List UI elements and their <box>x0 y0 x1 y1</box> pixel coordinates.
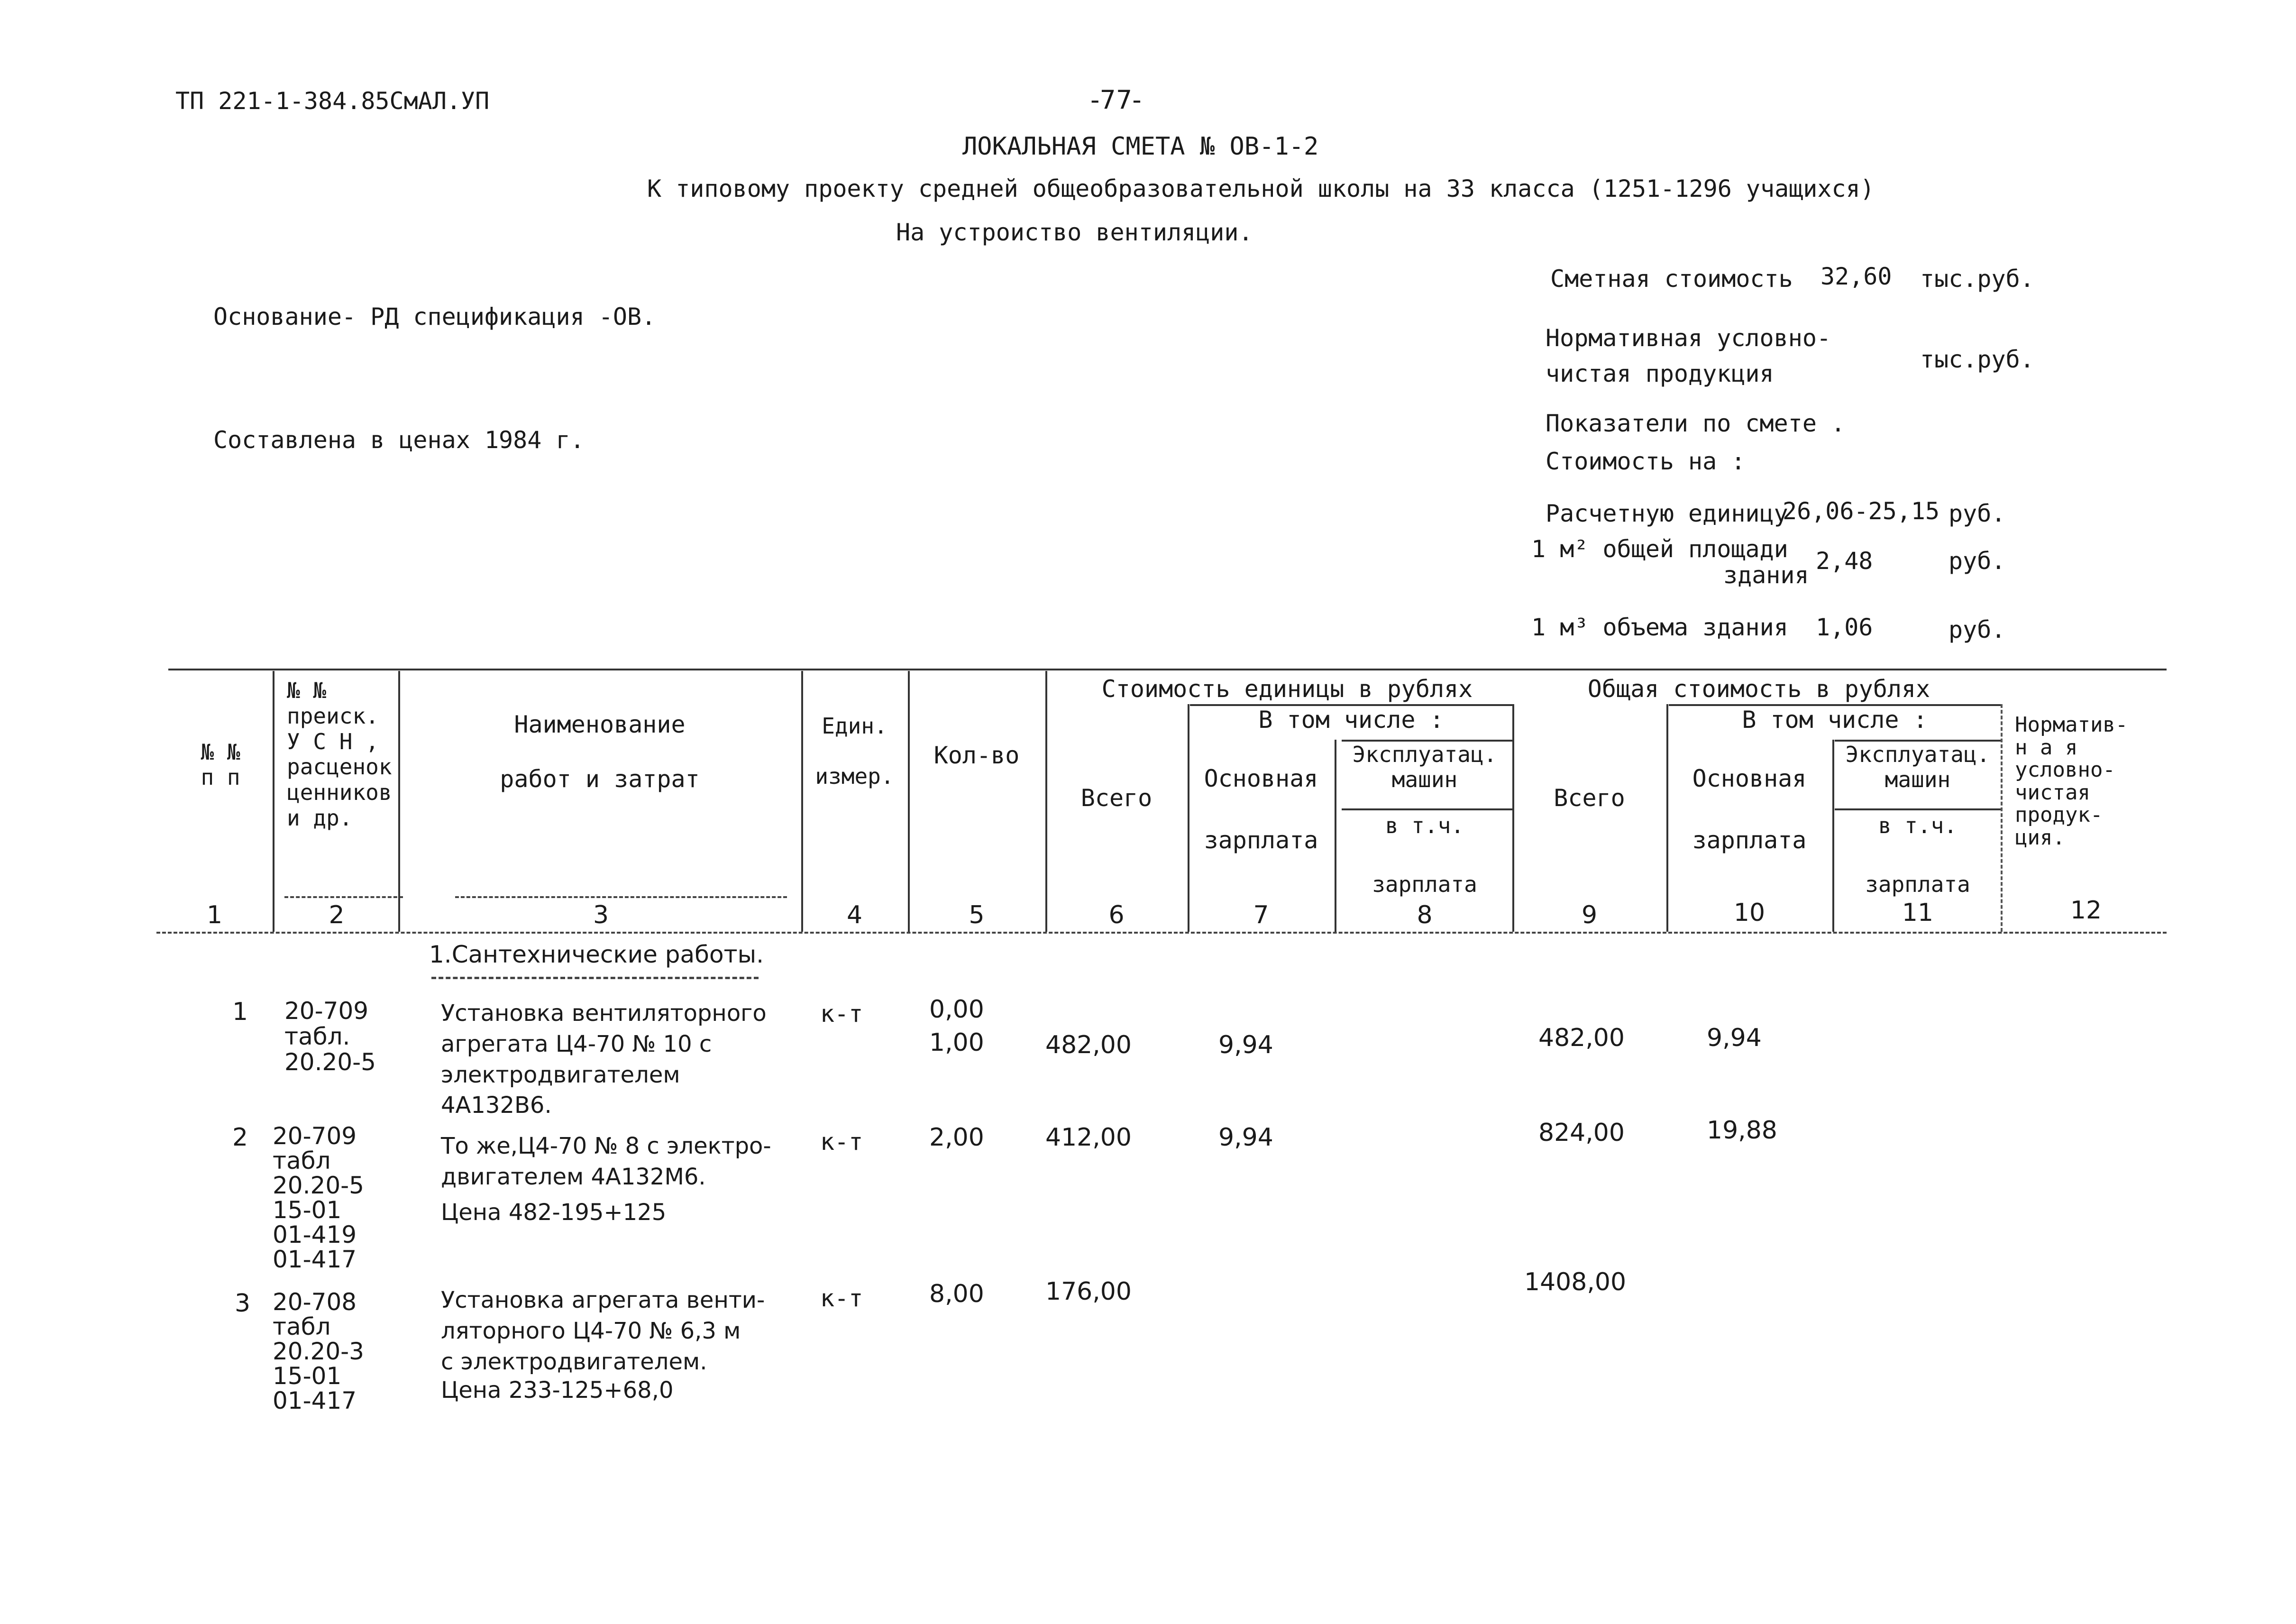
column-number-7: 7 <box>1253 901 1269 929</box>
area-cost-unit: руб. <box>1948 547 2006 575</box>
row-unit: к-т <box>820 1128 863 1156</box>
column-number-8: 8 <box>1417 901 1433 929</box>
row-work-name: Установка вентиляторного агрегата Ц4-70 № 10 с электродвигателем 4А132В6. <box>441 1000 767 1119</box>
column-header-price-code: № № преиск. У С Н , расценок ценников и др. <box>287 678 392 831</box>
row-unit-total: 176,00 <box>1045 1277 1132 1306</box>
area-label-2: здания <box>1723 561 1809 589</box>
row-number: 1 <box>232 998 248 1026</box>
normative-label-1: Нормативная условно- <box>1546 324 1831 352</box>
volume-cost-value: 1,06 <box>1816 614 1873 641</box>
column-number-9: 9 <box>1581 901 1598 929</box>
unit-cost-group-header: Стоимость единицы в рублях <box>1101 675 1473 703</box>
row-price-code: 20-709 табл. 20.20-5 <box>284 997 376 1076</box>
area-cost-value: 2,48 <box>1816 547 1873 575</box>
column-header-unit-machines-salary: в т.ч. зарплата <box>1372 813 1477 898</box>
cost-per-label: Стоимость на : <box>1546 448 1746 475</box>
column-number-12: 12 <box>2070 896 2102 925</box>
row-price-note: Цена 482-195+125 <box>441 1199 667 1226</box>
row-number: 3 <box>235 1289 251 1318</box>
unit-cost-value: 26,06-25,15 <box>1783 497 1940 525</box>
row-work-name: То же,Ц4-70 № 8 с электро- двигателем 4А132М6. <box>441 1133 771 1190</box>
cost-unit: тыс.руб. <box>1920 265 2034 293</box>
column-header-total-machines: Эксплуатац. машин <box>1845 742 1990 792</box>
row-unit-salary: 9,94 <box>1218 1123 1273 1152</box>
total-cost-including-header: В том числе : <box>1742 706 1928 734</box>
unit-cost-unit: руб. <box>1948 500 2006 527</box>
page-number: -77- <box>1090 85 1142 115</box>
row-quantity: 1,00 <box>929 1028 984 1057</box>
section-title: 1.Сантехнические работы. <box>429 941 764 968</box>
row-unit: к-т <box>820 1000 863 1028</box>
section-title-underline <box>431 977 759 979</box>
column-header-total-salary: Основная зарплата <box>1692 765 1807 854</box>
row-unit-total: 412,00 <box>1045 1123 1132 1152</box>
cost-value: 32,60 <box>1820 263 1892 290</box>
document-code: ТП 221-1-384.85СмАЛ.УП <box>175 87 490 115</box>
column-number-4: 4 <box>846 901 863 929</box>
column-header-unit-machines: Эксплуатац. машин <box>1352 742 1497 792</box>
prices-text: Составлена в ценах 1984 г. <box>213 426 585 454</box>
normative-unit: тыс.руб. <box>1920 346 2034 373</box>
column-number-2: 2 <box>329 901 345 929</box>
estimate-subtitle: К типовому проекту средней общеобразовательной школы на 33 класса (1251-1296 учащихся) <box>647 175 1875 202</box>
column-header-quantity: Кол-во <box>933 742 1020 769</box>
volume-label: 1 м³ объема здания <box>1531 614 1788 641</box>
column-number-3: 3 <box>593 901 609 929</box>
row-price-code: 20-709 табл 20.20-5 15-01 01-419 01-417 <box>273 1122 364 1273</box>
column-header-work-name: Наименование работ и затрат <box>500 711 700 793</box>
estimate-title: ЛОКАЛЬНАЯ СМЕТА № ОВ-1-2 <box>962 132 1319 161</box>
row-quantity: 2,00 <box>929 1123 984 1152</box>
unit-cost-including-header: В том числе : <box>1258 706 1444 734</box>
column-header-normative: Норматив- н а я условно- чистая продук- ция. <box>2015 713 2128 850</box>
column-header-unit-total: Всего <box>1080 784 1153 812</box>
column-header-unit: Един. измер. <box>815 713 894 789</box>
column-number-6: 6 <box>1108 901 1125 929</box>
row-total: 1408,00 <box>1524 1268 1627 1296</box>
row-number: 2 <box>232 1123 248 1152</box>
column-header-total: Всего <box>1554 784 1625 812</box>
normative-label-2: чистая продукция <box>1546 360 1774 387</box>
area-label-1: 1 м² общей площади <box>1531 535 1788 563</box>
total-cost-group-header: Общая стоимость в рублях <box>1587 675 1930 703</box>
row-unit: к-т <box>820 1285 863 1312</box>
basis-text: Основание- РД спецификация -ОВ. <box>213 303 656 330</box>
column-header-number: № № п п <box>201 739 240 790</box>
column-number-1: 1 <box>206 901 223 929</box>
indicators-label: Показатели по смете . <box>1546 410 1846 437</box>
estimate-purpose: На устроиство вентиляции. <box>896 219 1253 246</box>
column-header-unit-salary: Основная зарплата <box>1204 765 1318 854</box>
row-price-note: Цена 233-125+68,0 <box>441 1377 674 1404</box>
column-number-5: 5 <box>969 901 985 929</box>
row-price-code: 20-708 табл 20.20-3 15-01 01-417 <box>273 1288 364 1414</box>
row-quantity: 8,00 <box>929 1280 984 1308</box>
row-quantity-prior: 0,00 <box>929 995 984 1024</box>
column-number-10: 10 <box>1733 899 1765 927</box>
row-total-salary: 19,88 <box>1707 1116 1777 1145</box>
column-header-total-machines-salary: в т.ч. зарплата <box>1865 813 1970 898</box>
row-unit-total: 482,00 <box>1045 1031 1132 1059</box>
row-unit-salary: 9,94 <box>1218 1031 1273 1059</box>
cost-label: Сметная стоимость <box>1550 265 1793 293</box>
row-total-salary: 9,94 <box>1707 1024 1762 1052</box>
unit-cost-label: Расчетную единицу <box>1546 500 1788 527</box>
column-number-11: 11 <box>1902 899 1934 927</box>
row-total: 824,00 <box>1538 1119 1625 1147</box>
row-total: 482,00 <box>1538 1024 1625 1052</box>
volume-cost-unit: руб. <box>1948 616 2006 643</box>
row-work-name: Установка агрегата венти- ляторного Ц4-70 № 6,3 м с электродвигателем. <box>441 1287 765 1375</box>
